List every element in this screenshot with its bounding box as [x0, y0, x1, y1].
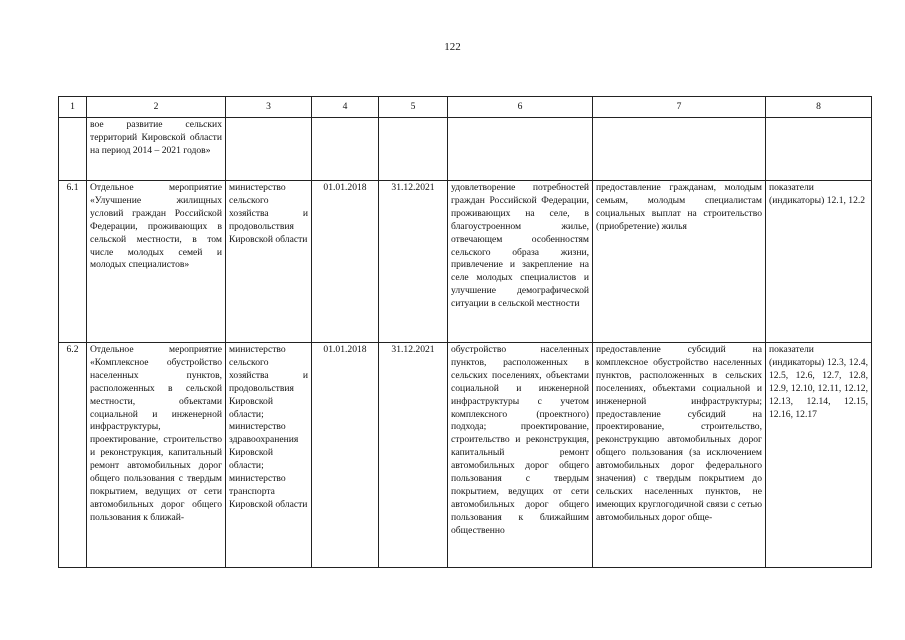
- mechanism-cell: [593, 118, 766, 181]
- measure-name-cell: Отдельное мероприятие «Комплексное обустройство населенных пунктов, расположенных в сельской местности, объектами социальной и инженерной инфраструктуры, проектирование, строительство и реконструкция, капитальный ремонт автомобильных дорог общего пользования с твердым покрытием, ведущих от сети автомобильных дорог общего пользования к ближай-: [87, 343, 226, 568]
- column-header-2: 2: [87, 97, 226, 118]
- executor-cell: министерство сельского хозяйства и продовольствия Кировской области: [226, 181, 312, 343]
- measure-name-cell: Отдельное мероприятие «Улучшение жилищных условий граждан Российской Федерации, проживающих в сельской местности, в том числе молодых семей и молодых специалистов»: [87, 181, 226, 343]
- executor-cell: [226, 118, 312, 181]
- end-date-cell: 31.12.2021: [379, 181, 448, 343]
- row-number-cell: 6.2: [59, 343, 87, 568]
- end-date-cell: 31.12.2021: [379, 343, 448, 568]
- start-date-cell: [312, 118, 379, 181]
- table-row-continuation: [59, 118, 872, 181]
- start-date-cell: 01.01.2018: [312, 343, 379, 568]
- expected-result-cell: обустройство населенных пунктов, расположенных в сельских поселениях, объектами социальной и инженерной инфраструктуры с учетом комплексного (проектного) подхода; проектирование, строительство и реконструкция, капитальный ремонт автомобильных дорог общего пользования с твердым покрытием, ведущих от сети автомобильных дорог общего пользования к ближайшим общественно: [448, 343, 593, 568]
- indicators-cell: показатели (индикаторы) 12.1, 12.2: [766, 181, 872, 343]
- measure-name-cell: вое развитие сельских территорий Кировской области на период 2014 – 2021 годов»: [87, 118, 226, 181]
- row-number-cell: [59, 118, 87, 181]
- table-row: [59, 181, 872, 343]
- indicators-cell: [766, 118, 872, 181]
- executor-cell: министерство сельского хозяйства и продовольствия Кировской области; министерство здравоохранения Кировской области; министерство транспорта Кировской области: [226, 343, 312, 568]
- row-number-cell: 6.1: [59, 181, 87, 343]
- expected-result-cell: удовлетворение потребностей граждан Российской Федерации, проживающих на селе, в благоустроенном жилье, отвечающем особенностям сельского образа жизни, привлечение и закрепление на селе молодых специалистов и улучшение демографической ситуации в сельской местности: [448, 181, 593, 343]
- column-header-7: 7: [593, 97, 766, 118]
- page-number: 122: [444, 41, 461, 53]
- start-date-cell: 01.01.2018: [312, 181, 379, 343]
- mechanism-cell: предоставление гражданам, молодым семьям, молодым специалистам социальных выплат на строительство (приобретение) жилья: [593, 181, 766, 343]
- mechanism-cell: предоставление субсидий на комплексное обустройство населенных пунктов, расположенных в сельских поселениях, объектами социальной и инженерной инфраструктуры; предоставление субсидий на проектирование, строительство, реконструкцию автомобильных дорог общего пользования (за исключением автомобильных дорог федерального значения) с твердым покрытием до сельских населенных пунктов, не имеющих круглогодичной связи с сетью автомобильных дорог обще-: [593, 343, 766, 568]
- header-row: [59, 97, 872, 118]
- column-header-4: 4: [312, 97, 379, 118]
- table-row: [59, 343, 872, 568]
- expected-result-cell: [448, 118, 593, 181]
- indicators-cell: показатели (индикаторы) 12.3, 12.4, 12.5, 12.6, 12.7, 12.8, 12.9, 12.10, 12.11, 12.12, 12.13, 12.14, 12.15, 12.16, 12.17: [766, 343, 872, 568]
- column-header-1: 1: [59, 97, 87, 118]
- column-header-3: 3: [226, 97, 312, 118]
- column-header-8: 8: [766, 97, 872, 118]
- column-header-5: 5: [379, 97, 448, 118]
- end-date-cell: [379, 118, 448, 181]
- measures-table: [58, 96, 872, 568]
- column-header-6: 6: [448, 97, 593, 118]
